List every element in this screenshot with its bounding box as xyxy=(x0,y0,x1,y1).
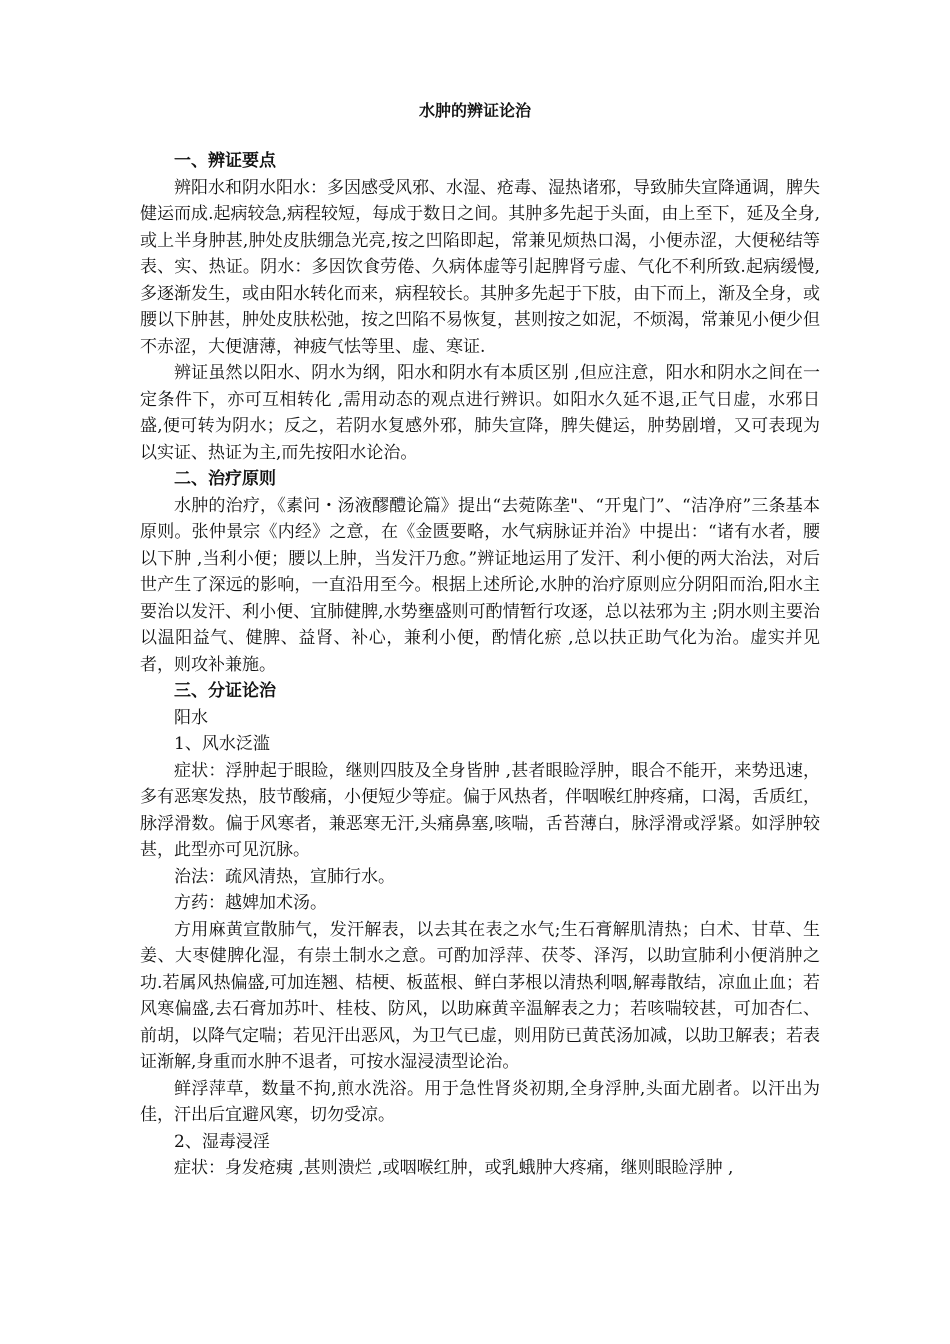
paragraph: 方药：越婢加术汤。 xyxy=(174,893,327,913)
paragraph: 辨阳水和阴水阳水：多因感受风邪、水湿、疮毒、湿热诸邪，导致肺失宣降通调，脾失健运而成.起病较急,病程较短，每成于数日之间。其肿多先起于头面，由上至下，延及全身,或上半身肿甚,肿处皮肤绷急光亮,按之凹陷即起，常兼见烦热口渴，小便赤涩，大便秘结等表、实、热证。阴水：多因饮食劳倦、久病体虚等引起脾肾亏虚、气化不利所致.起病缓慢,多逐渐发生，或由阳水转化而来，病程较长。其肿多先起于下肢，由下而上，渐及全身，或腰以下肿甚，肿处皮肤松弛，按之凹陷不易恢复，甚则按之如泥，不烦渴，常兼见小便少但不赤涩，大便溏薄，神疲气怯等里、虚、寒证. xyxy=(140,177,820,357)
subheading: 1、风水泛滥 xyxy=(174,734,270,754)
document-title: 水肿的辨证论治 xyxy=(418,101,531,120)
document-body xyxy=(140,148,820,1182)
paragraph: 治法：疏风清热，宣肺行水。 xyxy=(174,866,395,887)
paragraph: 辨证虽然以阳水、阴水为纲，阳水和阴水有本质区别 ,但应注意，阳水和阴水之间在一定条件下，亦可互相转化 ,需用动态的观点进行辨识。如阳水久延不退,正气日虚，水邪日盛,便可转为阴水；反之，若阴水复感外邪，肺失宣降，脾失健运，肿势剧增，又可表现为以实证、热证为主,而先按阳水论治。 xyxy=(140,363,820,463)
paragraph: 症状：浮肿起于眼睑，继则四肢及全身皆肿 ,甚者眼睑浮肿，眼合不能开，来势迅速，多有恶寒发热，肢节酸痛，小便短少等症。偏于风热者，伴咽喉红肿疼痛，口渴，舌质红，脉浮滑数。偏于风寒者，兼恶寒无汗,头痛鼻塞,咳喘，舌苔薄白，脉浮滑或浮紧。如浮肿较甚，此型亦可见沉脉。 xyxy=(140,760,820,860)
section-heading: 三、分证论治 xyxy=(174,681,276,701)
paragraph: 症状：身发疮痍 ,甚则溃烂 ,或咽喉红肿，或乳蛾肿大疼痛，继则眼睑浮肿 , xyxy=(174,1158,734,1178)
section-heading: 一、辨证要点 xyxy=(174,151,276,171)
subheading: 2、湿毒浸淫 xyxy=(174,1131,270,1152)
paragraph: 鲜浮萍草，数量不拘,煎水洗浴。用于急性肾炎初期,全身浮肿,头面尤剧者。以汗出为佳，汗出后宜避风寒，切勿受凉。 xyxy=(140,1078,820,1125)
paragraph: 方用麻黄宣散肺气，发汗解表，以去其在表之水气;生石膏解肌清热；白术、甘草、生姜、大枣健脾化湿，有崇土制水之意。可酌加浮萍、茯苓、泽泻，以助宣肺利小便消肿之功.若属风热偏盛,可加连翘、桔梗、板蓝根、鲜白茅根以清热利咽,解毒散结，凉血止血；若风寒偏盛,去石膏加苏叶、桂枝、防风，以助麻黄辛温解表之力；若咳喘较甚，可加杏仁、前胡，以降气定喘；若见汗出恶风，为卫气已虚，则用防已黄芪汤加减，以助卫解表；若表证渐解,身重而水肿不退者，可按水湿浸渍型论治。 xyxy=(140,919,820,1072)
paragraph: 水肿的治疗，《素问・汤液醪醴论篇》提出“去菀陈垄"、“开鬼门”、“洁净府”三条基本原则。张仲景宗《内经》之意，在《金匮要略，水气病脉证并治》中提出：“诸有水者，腰以下肿 ,当利小便；腰以上肿，当发汗乃愈。”辨证地运用了发汗、利小便的两大治法，对后世产生了深远的影响，一直沿用至今。根据上述所论,水肿的治疗原则应分阴阳而治,阳水主要治以发汗、利小便、宜肺健脾,水势壅盛则可酌情暂行攻逐，总以祛邪为主 ;阴水则主要治以温阳益气、健脾、益肾、补心，兼利小便，酌情化瘀 ,总以扶正助气化为治。虚实并见者，则攻补兼施。 xyxy=(140,495,820,675)
section-heading: 二、治疗原则 xyxy=(174,469,276,489)
subheading: 阳水 xyxy=(174,707,208,728)
